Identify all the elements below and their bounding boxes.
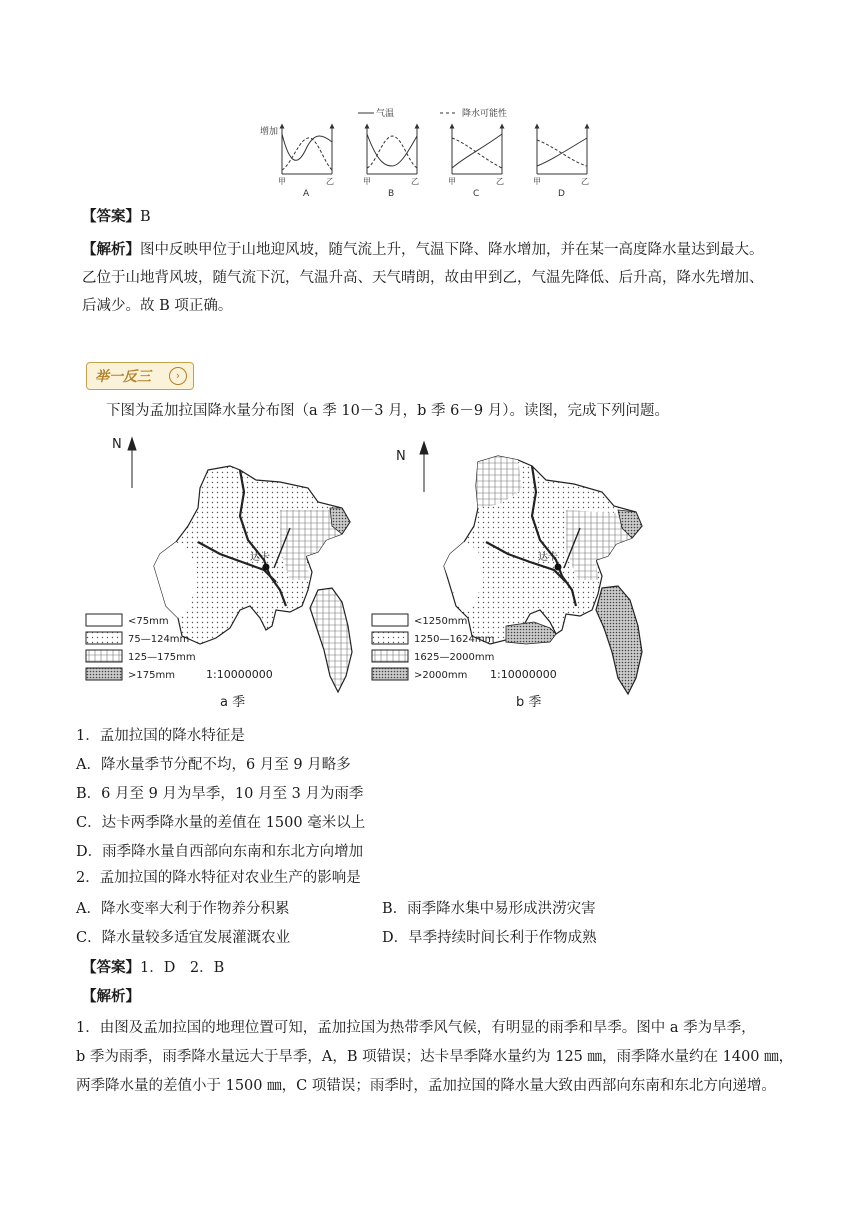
panel-d [533,126,589,199]
question-1-option-b[interactable]: B．6 月至 9 月为旱季，10 月至 3 月为雨季 [76,786,364,802]
analysis-2-label: 【解析】 [82,988,140,1005]
map-a-city-dot [263,564,270,571]
panel-b-x-end: 乙 [411,177,419,186]
map-a-legend-label-1: <75mm [128,616,169,627]
map-b-legend-swatch-3 [372,650,408,662]
analysis-2-line-3: 两季降水量的差值小于 1500 ㎜，C 项错误；雨季时，孟加拉国的降水量大致由西部向东南和东北方向递增。 [76,1078,776,1094]
map-b-legend-label-2: 1250—1624mm [414,634,495,645]
map-a-legend-swatch-1 [86,614,122,626]
panel-a-x-start: 甲 [278,177,286,186]
analysis-1-line-1 [82,236,764,264]
panel-d-x-start: 甲 [533,177,541,186]
panel-b-x-start: 甲 [363,177,371,186]
section-badge-label: 举一反三 [95,369,151,385]
panel-a-y-label: 增加 [260,127,279,137]
panel-c-x-end: 乙 [496,177,504,186]
map-a-legend-swatch-3 [86,650,122,662]
answer-1 [82,206,151,228]
analysis-1-label: 【解析】 [82,241,140,258]
map-a-legend-swatch-4 [86,668,122,680]
answer-2 [82,957,224,979]
question-1-option-d[interactable]: D．雨季降水量自西部向东南和东北方向增加 [76,844,364,860]
map-a-north-label: N [112,437,122,452]
map-b-caption: b 季 [516,695,542,710]
map-a-caption: a 季 [220,695,246,710]
analysis-1-line-2: 乙位于山地背风坡，随气流下沉，气温升高、天气晴朗，故由甲到乙，气温先降低、后升高，降水先增加、 [82,270,764,286]
section-badge [86,362,194,390]
map-b-scale: 1:10000000 [490,668,557,681]
map-b [366,430,666,720]
map-b-legend-swatch-4 [372,668,408,680]
panel-a [260,125,334,199]
temperature-precip-figure [260,104,610,200]
panel-b-label: B [388,189,395,199]
question-2-option-b[interactable]: B．雨季降水集中易形成洪涝灾害 [382,901,596,917]
figure-svg [260,104,610,200]
map-a-legend-label-4: >175mm [128,670,175,681]
map-b-legend-swatch-1 [372,614,408,626]
analysis-2-line-1: 1．由图及孟加拉国的地理位置可知，孟加拉国为热带季风气候，有明显的雨季和旱季。图中 a 季为旱季， [76,1020,756,1036]
map-b-north-label: N [396,449,406,464]
answer-2-value: 1．D 2．B [140,960,225,976]
legend-precip-label: 降水可能性 [462,109,508,119]
analysis-1-text-1: 图中反映甲位于山地迎风坡，随气流上升，气温下降、降水增加，并在某一高度降水量达到最大。 [140,242,764,258]
panel-d-label: D [558,189,565,199]
panel-c-x-start: 甲 [448,177,456,186]
question-intro: 下图为孟加拉国降水量分布图（a 季 10－3 月，b 季 6－9 月）。读图，完成下列问题。 [106,403,669,419]
analysis-2 [76,1014,793,1101]
panel-d-x-end: 乙 [581,177,589,186]
map-a-legend-swatch-2 [86,632,122,644]
panel-b [363,126,419,199]
panel-a-x-end: 乙 [326,177,334,186]
map-b-city-label: 达卡 [538,552,558,563]
map-b-legend-swatch-2 [372,632,408,644]
map-a [80,430,370,720]
question-1-stem: 1．孟加拉国的降水特征是 [76,728,245,744]
map-b-legend-label-3: 1625—2000mm [414,652,495,663]
question-1-option-a[interactable]: A．降水量季节分配不均，6 月至 9 月略多 [76,757,351,773]
analysis-1 [82,236,764,320]
map-b-legend-label-1: <1250mm [414,616,468,627]
map-a-scale: 1:10000000 [206,668,273,681]
map-b-north-arrow-icon [420,442,428,492]
question-2-option-a[interactable]: A．降水变率大利于作物养分积累 [76,901,290,917]
map-a-svg [80,430,370,720]
panel-c [448,126,504,199]
legend-temp-label: 气温 [376,109,395,119]
question-2-option-c[interactable]: C．降水量较多适宜发展灌溉农业 [76,930,291,946]
question-2-option-d[interactable]: D．旱季持续时间长利于作物成熟 [382,930,597,946]
answer-2-label: 【答案】 [82,959,140,976]
map-b-svg [366,430,666,720]
answer-1-value: B [140,209,151,225]
analysis-2-line-2: b 季为雨季，雨季降水量远大于旱季，A，B 项错误；达卡旱季降水量约为 125 ㎜，雨季降水量约在 1400 ㎜， [76,1049,794,1065]
map-a-north-arrow-icon [128,438,136,488]
map-a-legend-label-3: 125—175mm [128,652,196,663]
panel-c-label: C [473,189,480,199]
answer-1-label: 【答案】 [82,208,140,225]
question-1-option-c[interactable]: C．达卡两季降水量的差值在 1500 毫米以上 [76,815,366,831]
question-2-stem: 2．孟加拉国的降水特征对农业生产的影响是 [76,870,361,886]
map-b-legend-label-4: >2000mm [414,670,468,681]
section-badge-arrow-icon: › [169,367,187,385]
question-1 [76,722,365,867]
map-b-city-dot [555,564,562,571]
map-a-legend-label-2: 75—124mm [128,634,190,645]
panel-a-label: A [303,189,310,199]
analysis-1-line-3: 后减少。故 B 项正确。 [82,298,233,314]
map-a-city-label: 达卡 [250,552,270,563]
